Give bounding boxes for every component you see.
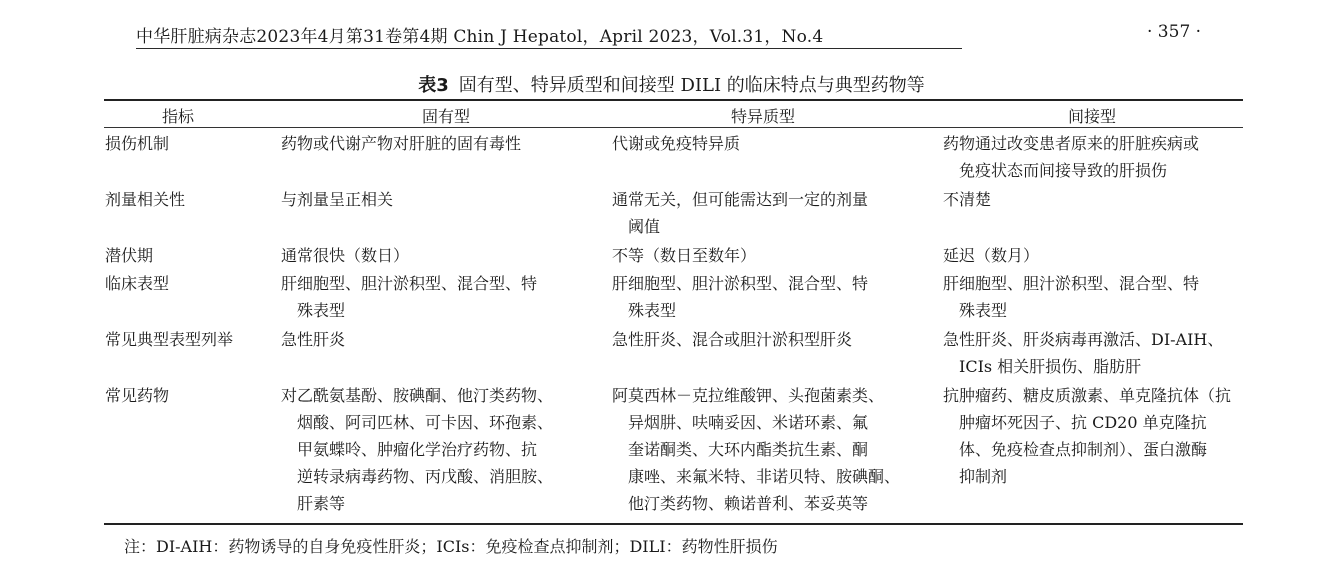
cell-line: 肝细胞型、胆汁淤积型、混合型、特 xyxy=(943,274,1200,293)
page-number: · 357 · xyxy=(1147,22,1202,42)
cell-line: 康唑、来氟米特、非诺贝特、胺碘酮、 xyxy=(628,467,901,486)
table-bottom-rule xyxy=(104,523,1243,525)
idiosyncratic-cell xyxy=(612,270,868,324)
cell-line: 代谢或免疫特异质 xyxy=(612,134,741,153)
intrinsic-cell xyxy=(281,186,393,213)
indirect-cell xyxy=(943,130,1199,184)
indicator-cell xyxy=(105,270,169,297)
cell-line: 急性肝炎、肝炎病毒再激活、DI-AIH、 xyxy=(943,330,1224,349)
intrinsic-cell xyxy=(281,242,409,269)
indirect-cell xyxy=(943,186,991,213)
table-header-rule xyxy=(104,127,1243,128)
indirect-cell xyxy=(943,270,1199,324)
idiosyncratic-cell xyxy=(612,326,852,353)
cell-line: 常见药物 xyxy=(105,386,170,405)
cell-line: 烟酸、阿司匹林、可卡因、环孢素、 xyxy=(297,413,554,432)
column-header-idiosyncratic: 特异质型 xyxy=(730,107,796,126)
cell-line: 急性肝炎 xyxy=(281,330,346,349)
cell-line: 免疫状态而间接导致的肝损伤 xyxy=(959,161,1168,180)
table-label: 表3 xyxy=(418,75,449,96)
cell-line: 他汀类药物、赖诺普利、苯妥英等 xyxy=(628,494,869,513)
cell-line: 甲氨蝶呤、肿瘤化学治疗药物、抗 xyxy=(297,440,538,459)
cell-line: 体、免疫检查点抑制剂）、蛋白激酶 xyxy=(959,440,1208,459)
idiosyncratic-cell xyxy=(612,382,900,517)
cell-line: 损伤机制 xyxy=(105,134,170,153)
cell-line: 阿莫西林－克拉维酸钾、头孢菌素类、 xyxy=(612,386,885,405)
cell-line: 肝素等 xyxy=(297,494,346,513)
cell-line: 潜伏期 xyxy=(105,246,154,265)
table-top-rule xyxy=(104,99,1243,101)
cell-line: 延迟（数月） xyxy=(943,246,1040,265)
cell-line: 通常很快（数日） xyxy=(281,246,410,265)
idiosyncratic-cell xyxy=(612,186,868,240)
cell-line: 肝细胞型、胆汁淤积型、混合型、特 xyxy=(281,274,538,293)
running-header: 中华肝脏病杂志2023年4月第31卷第4期 Chin J Hepatol，April 2023，Vol.31，No.4 xyxy=(136,27,824,47)
cell-line: 肿瘤坏死因子、抗 CD20 单克隆抗 xyxy=(959,413,1207,432)
indicator-cell xyxy=(105,130,169,157)
intrinsic-cell xyxy=(281,270,537,324)
cell-line: 急性肝炎、混合或胆汁淤积型肝炎 xyxy=(612,330,853,349)
cell-line: 抑制剂 xyxy=(959,467,1008,486)
idiosyncratic-cell xyxy=(612,130,740,157)
cell-line: 临床表型 xyxy=(105,274,170,293)
indicator-cell xyxy=(105,326,233,353)
column-header-indicator: 指标 xyxy=(161,107,195,126)
cell-line: 药物通过改变患者原来的肝脏疾病或 xyxy=(943,134,1200,153)
cell-line: 通常无关，但可能需达到一定的剂量 xyxy=(612,190,869,209)
cell-line: 对乙酰氨基酚、胺碘酮、他汀类药物、 xyxy=(281,386,554,405)
indicator-cell xyxy=(105,382,169,409)
intrinsic-cell xyxy=(281,326,345,353)
column-header-intrinsic: 固有型 xyxy=(421,107,471,126)
intrinsic-cell xyxy=(281,130,521,157)
indirect-cell xyxy=(943,242,1039,269)
column-header-indirect: 间接型 xyxy=(1067,107,1117,126)
cell-line: 剂量相关性 xyxy=(105,190,186,209)
cell-line: 抗肿瘤药、糖皮质激素、单克隆抗体（抗 xyxy=(943,386,1232,405)
table-caption xyxy=(0,71,1343,97)
idiosyncratic-cell xyxy=(612,242,756,269)
cell-line: ICIs 相关肝损伤、脂肪肝 xyxy=(959,357,1142,376)
cell-line: 殊表型 xyxy=(959,301,1008,320)
cell-line: 不等（数日至数年） xyxy=(612,246,757,265)
cell-line: 药物或代谢产物对肝脏的固有毒性 xyxy=(281,134,522,153)
indirect-cell xyxy=(943,326,1223,380)
indicator-cell xyxy=(105,242,153,269)
intrinsic-cell xyxy=(281,382,553,517)
cell-line: 殊表型 xyxy=(297,301,346,320)
header-divider xyxy=(136,48,962,49)
indicator-cell xyxy=(105,186,185,213)
cell-line: 与剂量呈正相关 xyxy=(281,190,394,209)
cell-line: 常见典型表型列举 xyxy=(105,330,234,349)
cell-line: 逆转录病毒药物、丙戊酸、消胆胺、 xyxy=(297,467,554,486)
cell-line: 殊表型 xyxy=(628,301,677,320)
table-title: 固有型、特异质型和间接型 DILI 的临床特点与典型药物等 xyxy=(458,75,925,96)
table-footnote: 注：DI-AIH：药物诱导的自身免疫性肝炎；ICIs：免疫检查点抑制剂；DILI：药物性肝损伤 xyxy=(124,537,778,556)
cell-line: 异烟肼、呋喃妥因、米诺环素、氟 xyxy=(628,413,869,432)
indirect-cell xyxy=(943,382,1231,490)
cell-line: 奎诺酮类、大环内酯类抗生素、酮 xyxy=(628,440,869,459)
cell-line: 肝细胞型、胆汁淤积型、混合型、特 xyxy=(612,274,869,293)
cell-line: 阈值 xyxy=(628,217,661,236)
cell-line: 不清楚 xyxy=(943,190,992,209)
